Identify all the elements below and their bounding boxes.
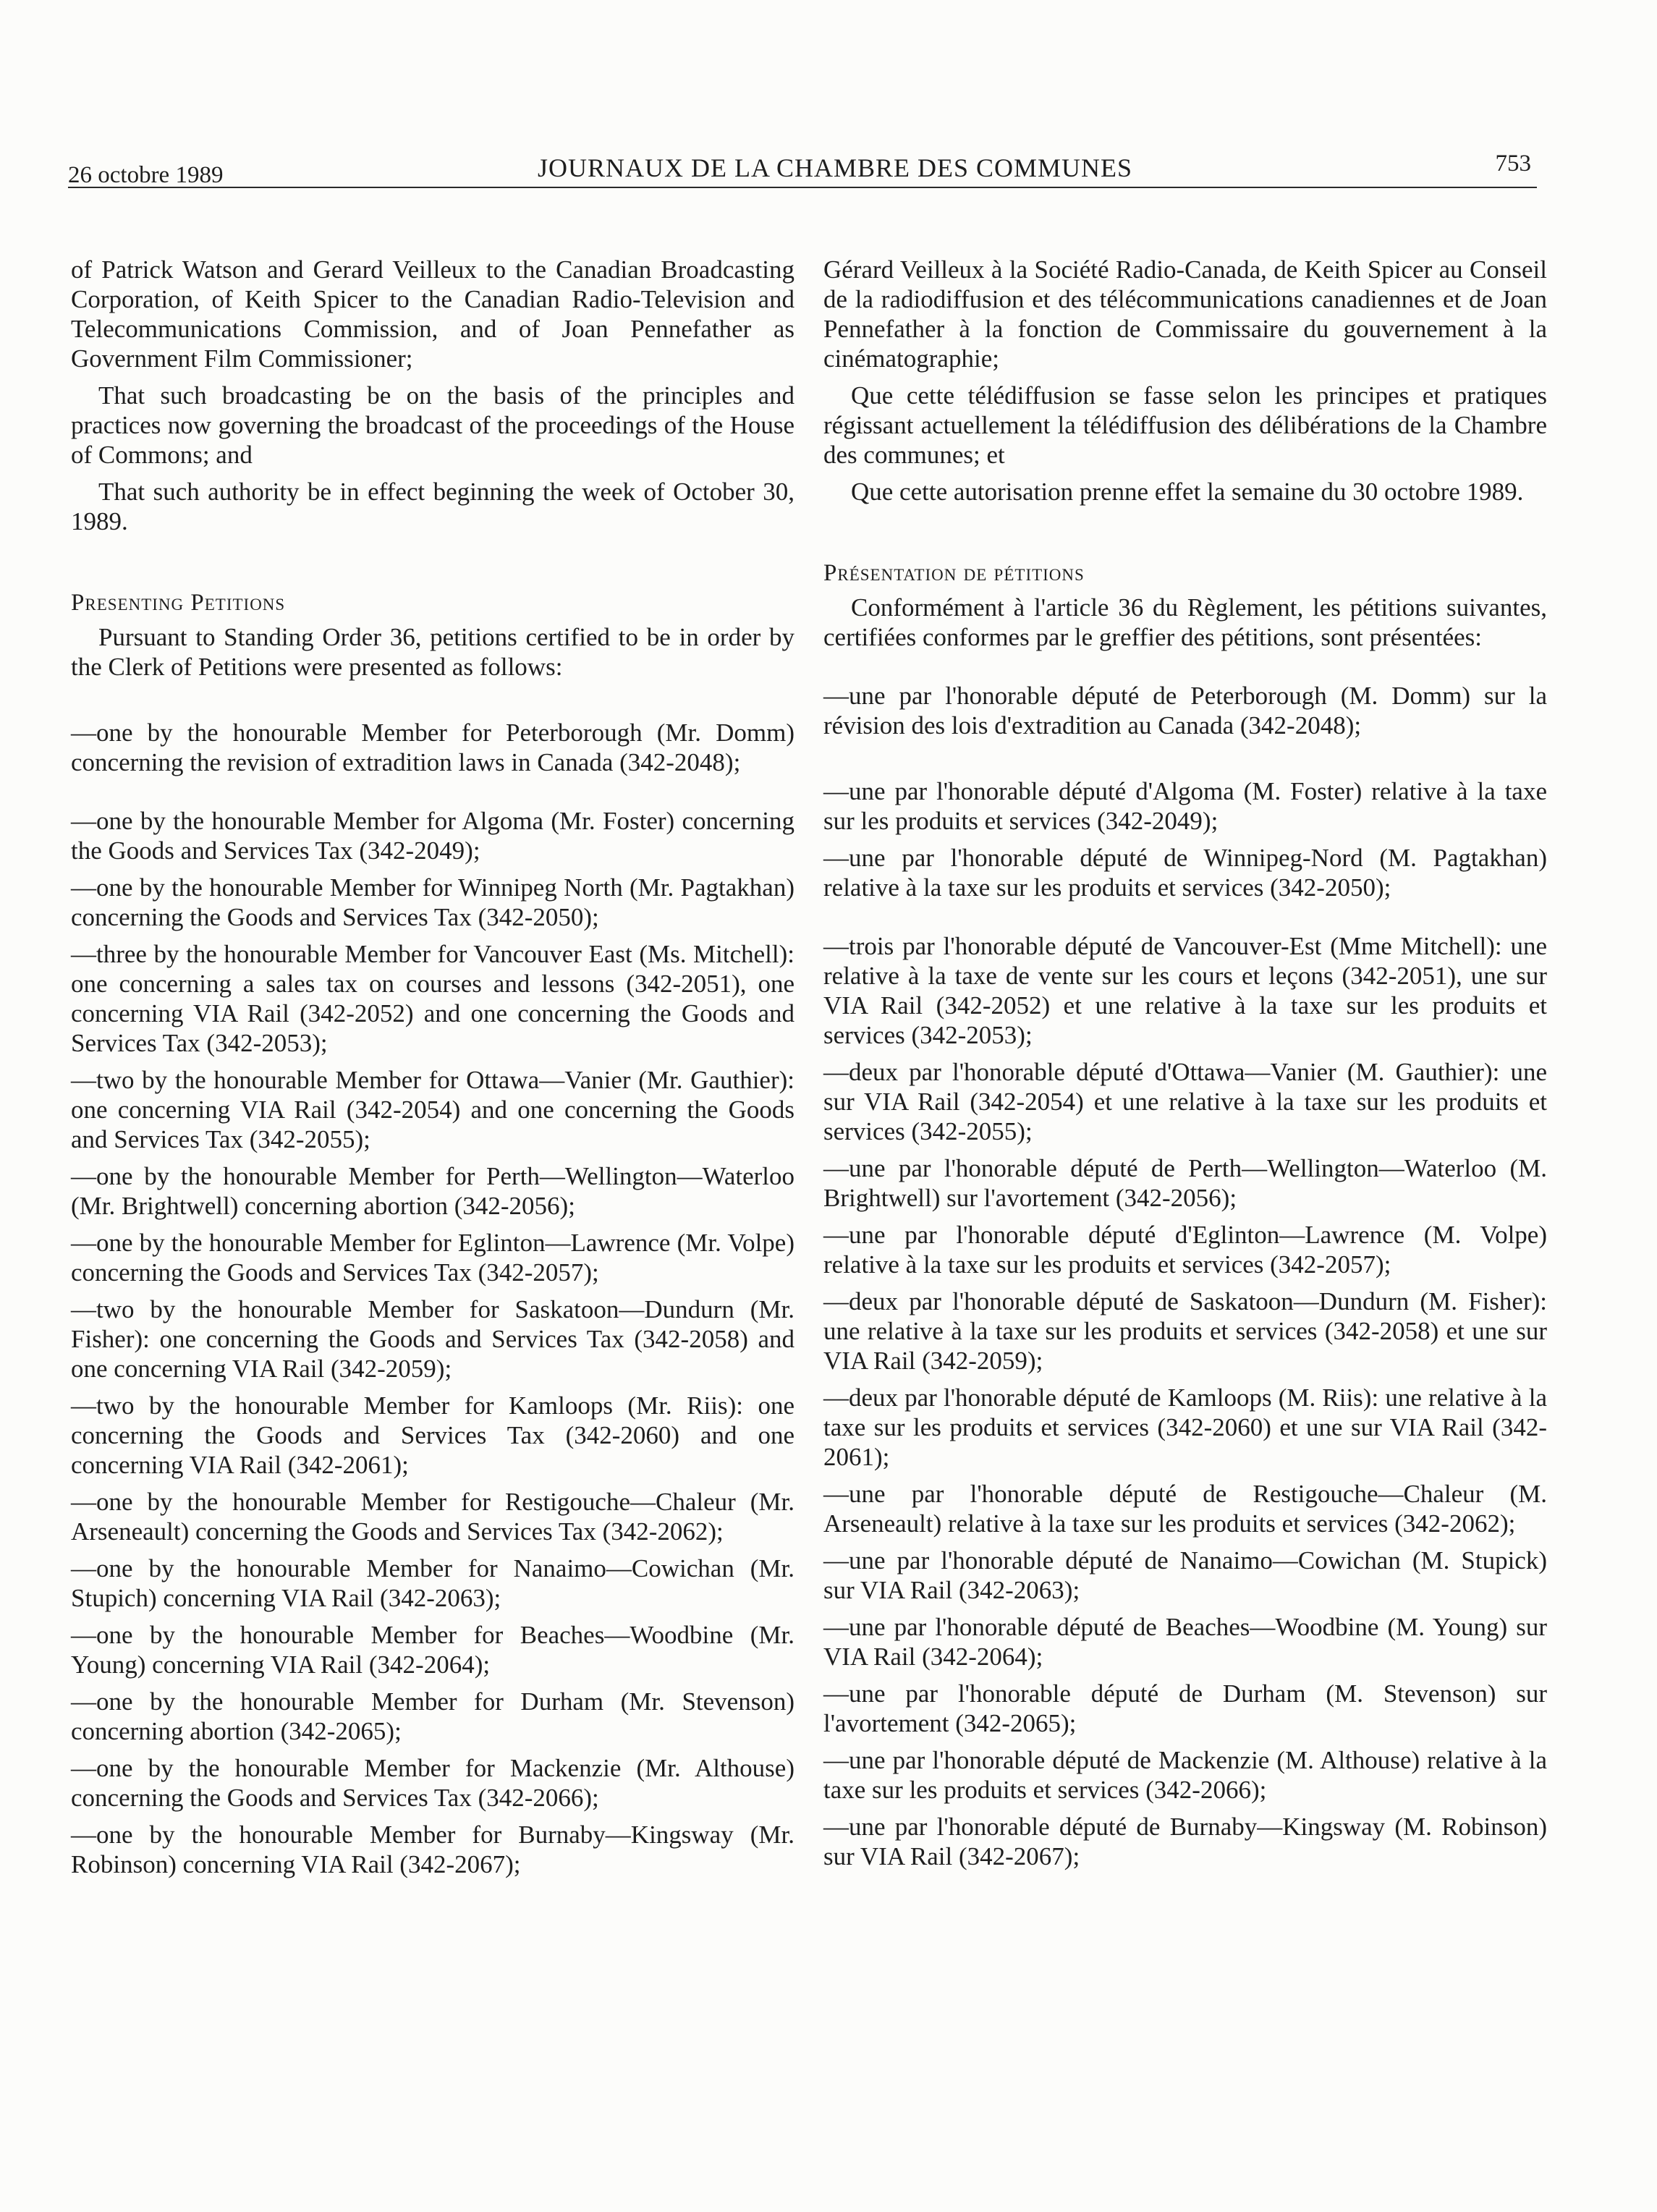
petition-item: —une par l'honorable député de Nanaimo—Cowichan (M. Stupick) sur VIA Rail (342-2063); xyxy=(823,1546,1547,1604)
petition-item: —une par l'honorable député de Durham (M. Stevenson) sur l'avortement (342-2065); xyxy=(823,1679,1547,1737)
page-number: 753 xyxy=(1495,151,1531,177)
petitions-intro: Pursuant to Standing Order 36, petitions certified to be in order by the Clerk of Petitions were presented as follows: xyxy=(71,623,794,681)
petition-item: —une par l'honorable député d'Eglinton—Lawrence (M. Volpe) relative à la taxe sur les produits et services (342-2057); xyxy=(823,1221,1547,1279)
petition-item: —one by the honourable Member for Durham (Mr. Stevenson) concerning abortion (342-2065); xyxy=(71,1687,794,1745)
petition-item: —une par l'honorable député de Beaches—Woodbine (M. Young) sur VIA Rail (342-2064); xyxy=(823,1613,1547,1671)
header-title: JOURNAUX DE LA CHAMBRE DES COMMUNES xyxy=(537,153,1133,182)
petition-item: —one by the honourable Member for Peterborough (Mr. Domm) concerning the revision of extradition laws in Canada (342-2048); xyxy=(71,719,794,776)
section-heading: Presenting Petitions xyxy=(71,590,286,616)
petition-item: —one by the honourable Member for Nanaimo—Cowichan (Mr. Stupich) concerning VIA Rail (342-2063); xyxy=(71,1554,794,1612)
petition-item: —one by the honourable Member for Beaches—Woodbine (Mr. Young) concerning VIA Rail (342-2064); xyxy=(71,1621,794,1679)
intro-paragraph: of Patrick Watson and Gerard Veilleux to the Canadian Broadcasting Corporation, of Keith Spicer to the Canadian Radio-Television and Telecommunications Commission, and of Joan Pennefather as Government Film Commissioner; xyxy=(71,255,794,373)
petition-item: —une par l'honorable député de Mackenzie (M. Althouse) relative à la taxe sur les produits et services (342-2066); xyxy=(823,1746,1547,1804)
petition-item: —one by the honourable Member for Perth—Wellington—Waterloo (Mr. Brightwell) concerning abortion (342-2056); xyxy=(71,1162,794,1220)
petition-item: —one by the honourable Member for Burnaby—Kingsway (Mr. Robinson) concerning VIA Rail (342-2067); xyxy=(71,1821,794,1878)
petition-item: —une par l'honorable député de Burnaby—Kingsway (M. Robinson) sur VIA Rail (342-2067); xyxy=(823,1813,1547,1870)
petition-item: —two by the honourable Member for Ottawa—Vanier (Mr. Gauthier): one concerning VIA Rail (342-2054) and one concerning the Goods and Services Tax (342-2055); xyxy=(71,1066,794,1153)
petitions-intro: Conformément à l'article 36 du Règlement, les pétitions suivantes, certifiées conformes par le greffier des pétitions, sont présentées: xyxy=(823,593,1547,651)
petition-list xyxy=(823,681,1547,1871)
petition-item: —deux par l'honorable député de Saskatoon—Dundurn (M. Fisher): une relative à la taxe sur les produits et services (342-2058) et une sur VIA Rail (342-2059); xyxy=(823,1287,1547,1375)
petition-item: —three by the honourable Member for Vancouver East (Ms. Mitchell): one concerning a sales tax on courses and lessons (342-2051), one concerning VIA Rail (342-2052) and one concerning the Goods and Services Tax (342-2053); xyxy=(71,940,794,1057)
petition-item: —two by the honourable Member for Kamloops (Mr. Riis): one concerning the Goods and Services Tax (342-2060) and one concerning VIA Rail (342-2061); xyxy=(71,1391,794,1479)
header-date: 26 octobre 1989 xyxy=(68,162,224,188)
authority-paragraph: Que cette autorisation prenne effet la semaine du 30 octobre 1989. xyxy=(851,478,1524,506)
french-column xyxy=(823,255,1547,1878)
intro-paragraph: Gérard Veilleux à la Société Radio-Canada, de Keith Spicer au Conseil de la radiodiffusion et des télécommunications canadiennes et de Joan Pennefather à la fonction de Commissaire du gouvernement à la cinématographie; xyxy=(823,255,1547,373)
petition-item: —une par l'honorable député de Peterborough (M. Domm) sur la révision des lois d'extradition au Canada (342-2048); xyxy=(823,682,1547,740)
petition-item: —one by the honourable Member for Mackenzie (Mr. Althouse) concerning the Goods and Services Tax (342-2066); xyxy=(71,1754,794,1812)
petition-item: —one by the honourable Member for Winnipeg North (Mr. Pagtakhan) concerning the Goods and Services Tax (342-2050); xyxy=(71,873,794,931)
petition-item: —une par l'honorable député d'Algoma (M. Foster) relative à la taxe sur les produits et services (342-2049); xyxy=(823,777,1547,835)
broadcast-paragraph: That such broadcasting be on the basis of the principles and practices now governing the broadcast of the proceedings of the House of Commons; and xyxy=(71,381,794,469)
petition-item: —one by the honourable Member for Restigouche—Chaleur (Mr. Arseneault) concerning the Goods and Services Tax (342-2062); xyxy=(71,1488,794,1546)
header-rule xyxy=(68,187,1537,188)
petition-item: —two by the honourable Member for Saskatoon—Dundurn (Mr. Fisher): one concerning the Goods and Services Tax (342-2058) and one concerning VIA Rail (342-2059); xyxy=(71,1295,794,1383)
petition-item: —deux par l'honorable député de Kamloops (M. Riis): une relative à la taxe sur les produits et services (342-2060) et une sur VIA Rail (342-2061); xyxy=(823,1383,1547,1471)
petition-item: —one by the honourable Member for Algoma (Mr. Foster) concerning the Goods and Services Tax (342-2049); xyxy=(71,807,794,865)
section-heading: Présentation de pétitions xyxy=(823,560,1085,586)
petition-item: —trois par l'honorable député de Vancouver-Est (Mme Mitchell): une relative à la taxe de vente sur les cours et leçons (342-2051), une sur VIA Rail (342-2052) et une relative à la taxe sur les produits et services (342-2053); xyxy=(823,932,1547,1049)
petition-item: —one by the honourable Member for Eglinton—Lawrence (Mr. Volpe) concerning the Goods and Services Tax (342-2057); xyxy=(71,1229,794,1287)
petition-item: —deux par l'honorable député d'Ottawa—Vanier (M. Gauthier): une sur VIA Rail (342-2054) et une relative à la taxe sur les produits et services (342-2055); xyxy=(823,1058,1547,1145)
petition-item: —une par l'honorable député de Winnipeg-Nord (M. Pagtakhan) relative à la taxe sur les produits et services (342-2050); xyxy=(823,844,1547,902)
broadcast-paragraph: Que cette télédiffusion se fasse selon les principes et pratiques régissant actuellement la télédiffusion des délibérations de la Chambre des communes; et xyxy=(823,381,1547,469)
page-header xyxy=(68,149,1537,192)
authority-paragraph: That such authority be in effect beginning the week of October 30, 1989. xyxy=(71,478,794,535)
petition-list xyxy=(71,718,794,1879)
petition-item: —une par l'honorable député de Perth—Wellington—Waterloo (M. Brightwell) sur l'avortement (342-2056); xyxy=(823,1154,1547,1212)
english-column xyxy=(71,255,794,1886)
petition-item: —une par l'honorable député de Restigouche—Chaleur (M. Arseneault) relative à la taxe sur les produits et services (342-2062); xyxy=(823,1480,1547,1538)
